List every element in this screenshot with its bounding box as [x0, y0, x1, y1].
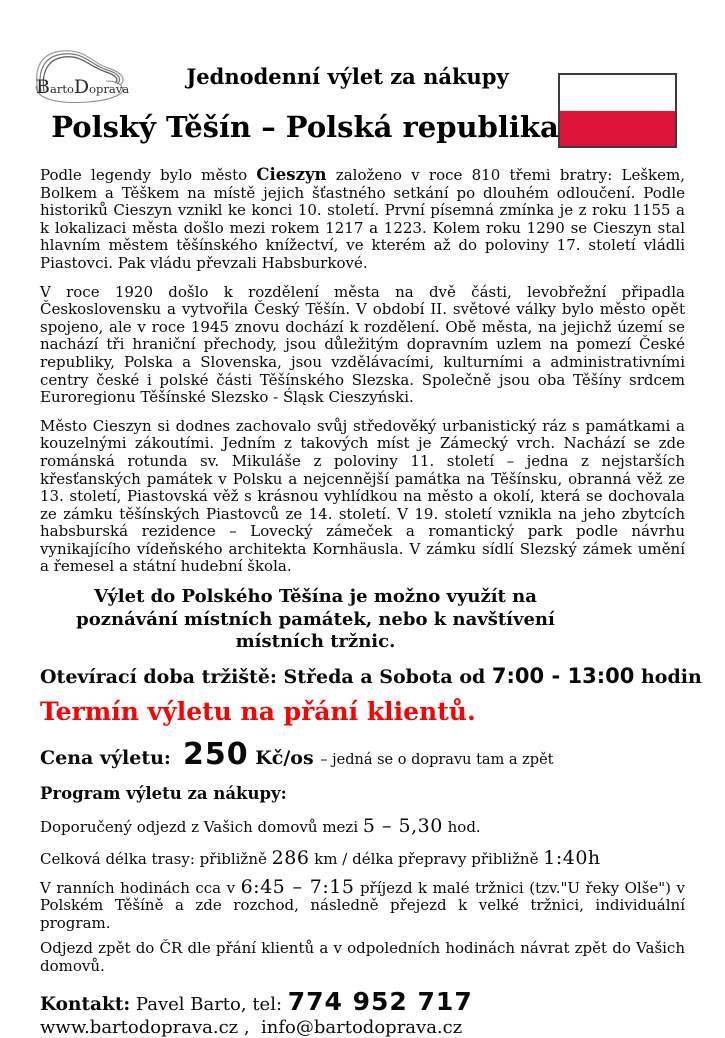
morning-text-before: V ranních hodinách cca v	[40, 878, 241, 897]
trip-date-notice: Termín výletu na přání klientů.	[40, 696, 476, 726]
departure-text: Doporučený odjezd z Vašich domovů mezi	[40, 817, 363, 836]
program-heading: Program výletu za nákupy:	[40, 783, 287, 803]
web-line	[40, 1017, 685, 1038]
route-line	[40, 847, 685, 869]
price-note: – jedná se o dopravu tam a zpět	[320, 751, 554, 768]
main-heading: Polský Těšín – Polská republika	[51, 110, 559, 144]
intro-paragraph-2: V roce 1920 došlo k rozdělení města na dvě části, levobřežní připadla Československu a vytvořila Český Těšín. V období II. světové války bylo město opět spojeno, ale v roce 1945 znovu dochází k rozdělení. Obě města, na jejichž území se nachází tři hraniční přechody, jsou důležitým dopravním uzlem na pomezí České republiky, Polska a Slovenska, jsou vzdělávacími, kulturními a administrativními centry české i polské části Těšínského Slezska. Společně jsou oba Těšíny srdcem Euroregionu Těšínské Slezsko - Śląsk Cieszyński.	[40, 282, 685, 407]
poland-flag	[558, 73, 677, 148]
logo-part-oprava: oprava	[89, 82, 130, 96]
web-separator: ,	[238, 1016, 262, 1038]
route-text-mid: km / délka přepravy přibližně	[309, 849, 544, 868]
route-text-before: Celková délka trasy: přibližně	[40, 849, 272, 868]
header	[0, 0, 725, 158]
logo-letter-d: D	[73, 76, 90, 98]
logo-part-arto: arto	[49, 82, 74, 96]
bartodoprava-logo	[30, 46, 130, 110]
logo-letter-b: B	[36, 76, 50, 98]
departure-suffix: hod.	[442, 817, 481, 836]
contact-line	[40, 987, 685, 1016]
route-distance: 286	[271, 846, 310, 869]
morning-text-after: příjezd k malé tržnici (tzv."U řeky Olše") v Polském Těšíně a zde rozchod, následně přejezd k velké tržnici, individuální program.	[40, 878, 685, 932]
p1-bold-cieszyn: Cieszyn	[256, 165, 327, 184]
email-address[interactable]: info@bartodoprava.cz	[261, 1016, 463, 1038]
route-duration: 1:40h	[543, 846, 601, 869]
morning-program-paragraph	[40, 875, 685, 933]
content	[0, 166, 725, 1038]
website-url[interactable]: www.bartodoprava.cz	[40, 1016, 239, 1038]
price-amount: 250	[183, 736, 249, 772]
flag-white-stripe	[560, 75, 675, 111]
contact-label: Kontakt:	[40, 993, 131, 1015]
intro-paragraph-1	[40, 166, 685, 273]
opening-hours-value: 7:00 - 13:00	[491, 663, 635, 688]
flag-red-stripe	[560, 111, 675, 147]
intro-paragraph-3: Město Cieszyn si dodnes zachovalo svůj středověký urbanistický ráz s památkami a kouzelnými zákoutími. Jedním z takových míst je Zámecký vrch. Nachází se zde románská rotunda sv. Mikuláše z poloviny 11. století – jedna z nejstarších křesťanských památek v Polsku a nejcennější památka na Těšínsku, obranná věž ze 13. století, Piastovská věž s krásnou vyhlídkou na město a okolí, která se dochovala ze zámku těšínských Piastovců ze 14. století. V 19. století vznikla na jeho zbytcích habsburská rezidence – Lovecký zámeček a romantický park podle návrhu vynikajícího vídeňského architekta Kornhäusla. V zámku sídlí Slezský zámek umění a řemesel a státní hudební škola.	[40, 416, 685, 576]
page-title: Jednodenní výlet za nákupy	[186, 64, 509, 89]
logo-wordmark	[36, 78, 130, 97]
morning-arrival-time: 6:45 – 7:15	[240, 875, 355, 898]
contact-phone: 774 952 717	[287, 986, 473, 1016]
opening-suffix: hodin	[634, 665, 702, 688]
p1-text-before: Podle legendy bylo město	[40, 166, 257, 184]
price-label: Cena výletu:	[40, 746, 171, 769]
opening-label: Otevírací doba tržiště: Středa a Sobota od	[40, 665, 492, 688]
price-unit: Kč/os	[248, 746, 321, 769]
return-paragraph: Odjezd zpět do ČR dle přání klientů a v odpoledních hodinách návrat zpět do Vašich domovů.	[40, 939, 685, 975]
price-line	[40, 737, 685, 772]
departure-line	[40, 815, 685, 837]
trip-highlight-text: Výlet do Polského Těšína je možno využít na poznávání místních památek, nebo k navštívení místních tržnic.	[76, 586, 555, 653]
contact-person: Pavel Barto, tel:	[130, 993, 288, 1015]
p1-text-after: založeno v roce 810 třemi bratry: Leškem, Bolkem a Těškem na místě jejich šťastného setkání po dlouhém odloučení. Podle historiků Cieszyn vznikl ke konci 10. století. První písemná zmínka je z roku 1155 a k lokalizaci města došlo mezi rokem 1217 a 1223. Kolem roku 1290 se Cieszyn stal hlavním městem těšínského knížectví, ve kterém až do poloviny 17. století vládli Piastovci. Pak vládu převzali Habsburkové.	[40, 166, 685, 272]
opening-hours-line	[40, 663, 702, 688]
departure-time: 5 – 5,30	[362, 814, 443, 837]
